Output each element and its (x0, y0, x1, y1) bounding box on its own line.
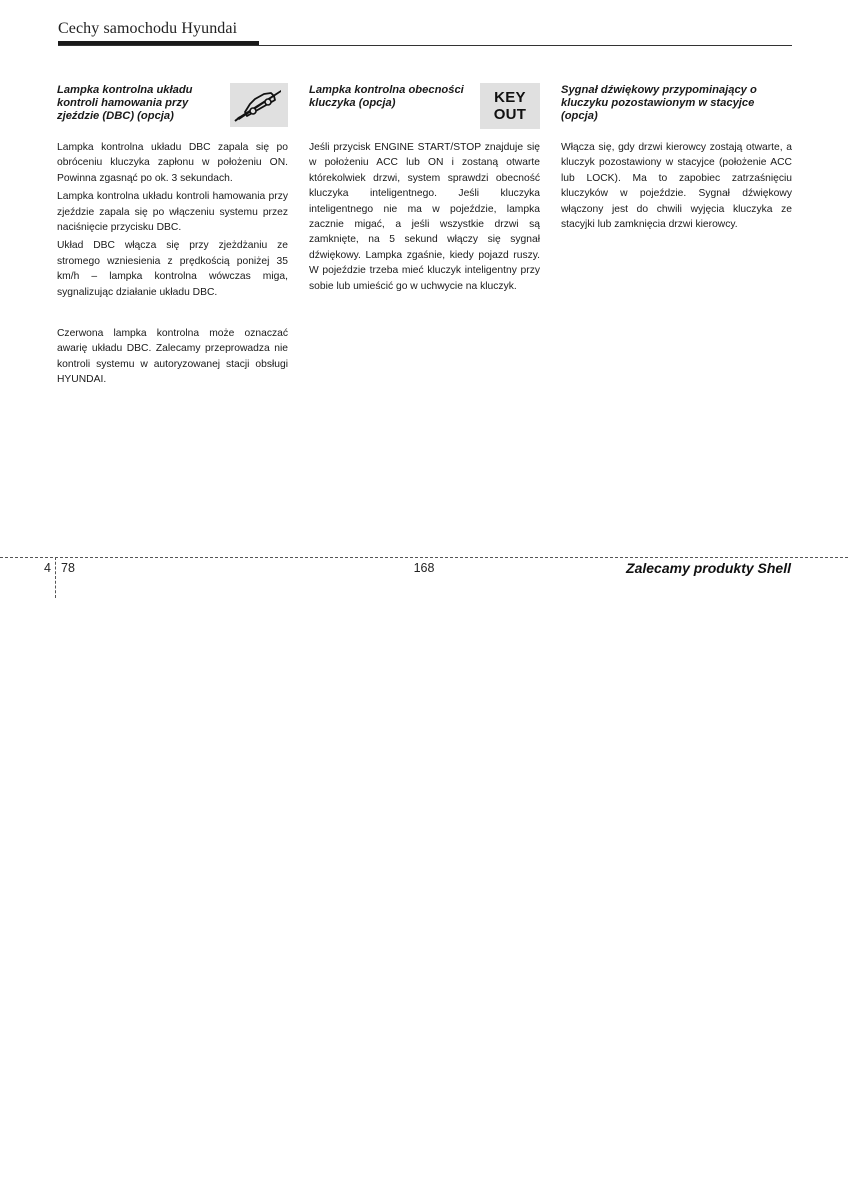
section-heading (309, 83, 540, 130)
footer-divider (0, 557, 848, 558)
paragraph: Lampka kontrolna układu kontroli hamowania przy zjeździe zapala się po włączeniu systemu przez naciśnięcie przycisku DBC. (57, 191, 288, 234)
section-title: Lampka kontrolna obecności kluczyka (opcja) (309, 84, 464, 110)
footer-tagline: Zalecamy produkty Shell (626, 560, 791, 576)
header-title: Cechy samochodu Hyundai (58, 20, 238, 37)
key-out-icon-line: OUT (493, 106, 527, 123)
header-rule-thin (58, 45, 792, 46)
section-heading (57, 83, 288, 130)
paragraph: Włącza się, gdy drzwi kierowcy zostają otwarte, a kluczyk pozostawiony w stacyjce (położenie ACC lub LOCK). Ma to zapobiec zatrzaśnięciu kluczyków w pojeździe. Sygnał dźwiękowy włączony jest do chwili wyjęcia kluczyka ze stacyjki lub zamknięcia drzwi kierowcy. (561, 142, 792, 231)
column-dbc (57, 83, 288, 391)
paragraph: Układ DBC włącza się przy zjeżdżaniu ze stromego wzniesienia z prędkością poniżej 35 km/h – lampka kontrolna wówczas miga, sygnalizując działanie układu DBC. (57, 240, 288, 298)
column-key-out (309, 83, 540, 297)
document-page-number: 168 (413, 561, 435, 575)
page-number: 78 (61, 561, 75, 575)
dbc-downhill-icon (230, 83, 288, 127)
section-title: Sygnał dźwiękowy przypominający o kluczyku pozostawionym w stacyjce (opcja) (561, 84, 757, 123)
footer-vertical-divider (55, 557, 56, 598)
paragraph: Jeśli przycisk ENGINE START/STOP znajduje się w położeniu ACC lub ON i zostaną otwarte którekolwiek drzwi, system sprawdzi obecność kluczyka inteligentnego. Jeśli kluczyka inteligentnego nie ma w pojeździe, lampka zacznie migać, a jeśli wszystkie drzwi są zamknięte, na 5 sekund włączy się sygnał dźwiękowy. Lampka zgaśnie, kiedy pojazd ruszy. W pojeździe trzeba mieć kluczyk inteligentny przy sobie lub umieścić go w uchwycie na kluczyk. (309, 142, 540, 292)
column-key-reminder (561, 83, 792, 235)
paragraph: Lampka kontrolna układu DBC zapala się po obróceniu kluczyka zapłonu w położeniu ON. Powinna zgasnąć po ok. 3 sekundach. (57, 142, 288, 184)
key-out-icon-line: KEY (494, 89, 526, 106)
chapter-number: 4 (44, 561, 51, 575)
paragraph: Czerwona lampka kontrolna może oznaczać awarię układu DBC. Zalecamy przeprowadza nie kontroli systemu w autoryzowanej stacji obsługi HYUNDAI. (57, 328, 288, 386)
section-title: Lampka kontrolna układu kontroli hamowania przy zjeździe (DBC) (opcja) (57, 84, 193, 123)
key-out-icon (480, 83, 540, 129)
section-heading (561, 83, 792, 130)
